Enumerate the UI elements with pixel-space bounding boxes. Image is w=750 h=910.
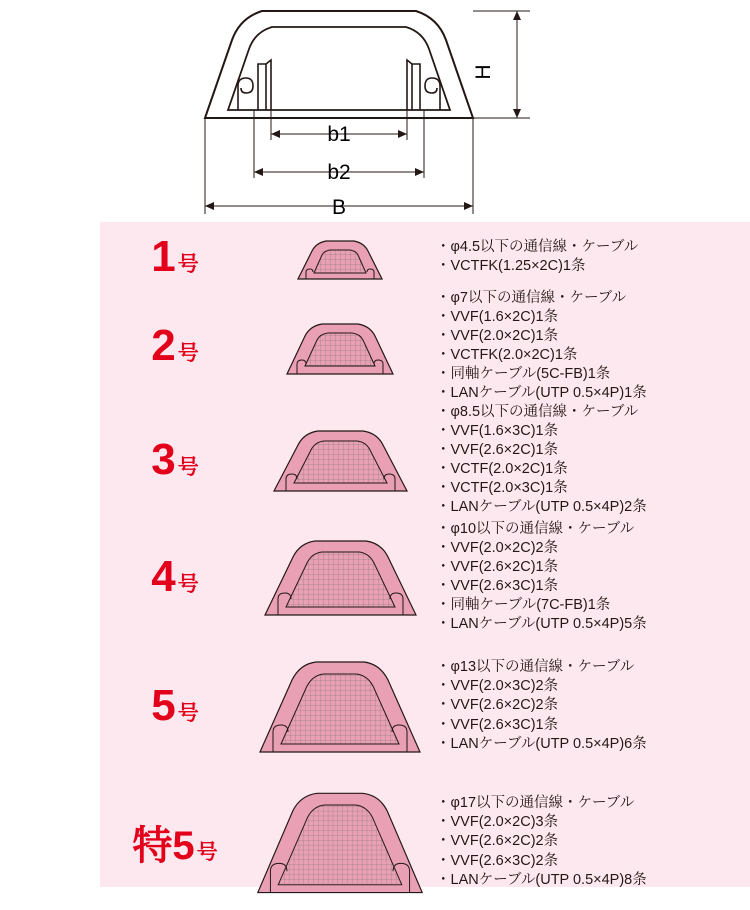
spec-line: ・VVF(1.6×2C)1条	[436, 308, 559, 325]
size-suffix: 号	[177, 702, 199, 725]
spec-list-3	[430, 403, 750, 518]
spec-line: ・VCTFK(1.25×2C)1条	[436, 258, 586, 274]
spec-line: ・LANケーブル(UTP 0.5×4P)5条	[436, 616, 647, 633]
spec-line: ・VVF(2.0×3C)2条	[436, 678, 559, 695]
spec-line: ・VCTF(2.0×3C)1条	[436, 480, 568, 497]
table-row	[100, 642, 750, 770]
duct-profile-4	[250, 529, 430, 625]
spec-list-1	[430, 238, 750, 276]
spec-line: ・VVF(1.6×3C)1条	[436, 422, 559, 439]
size-label-2	[100, 321, 250, 371]
size-number: 5	[151, 681, 176, 730]
spec-line: ・φ8.5以下の通信線・ケーブル	[436, 403, 639, 420]
spec-line: ・VCTFK(2.0×2C)1条	[436, 347, 578, 363]
spec-list-4	[430, 520, 750, 635]
spec-line: ・VVF(2.0×2C)3条	[436, 814, 559, 831]
duct-profile-3	[250, 419, 430, 501]
spec-line: ・VVF(2.6×3C)2条	[436, 852, 559, 869]
size-number: 3	[151, 435, 176, 484]
dimension-label-b1: b1	[327, 123, 351, 146]
spec-line: ・VVF(2.6×2C)1条	[436, 558, 559, 575]
duct-inner-cavity	[228, 27, 450, 110]
table-row	[100, 403, 750, 516]
table-row	[100, 518, 750, 636]
size-suffix: 号	[177, 573, 199, 596]
size-number: 1	[151, 232, 176, 281]
spec-list-2	[430, 289, 750, 404]
size-label-toku5	[100, 814, 250, 871]
size-suffix: 号	[177, 456, 199, 479]
spec-line: ・LANケーブル(UTP 0.5×4P)6条	[436, 735, 647, 752]
spec-line: ・VVF(2.0×2C)1条	[436, 327, 559, 344]
cross-section-drawing	[0, 0, 750, 222]
spec-line: ・φ17以下の通信線・ケーブル	[436, 795, 635, 812]
size-label-3	[100, 435, 250, 485]
spec-line: ・VVF(2.6×2C)1条	[436, 441, 559, 458]
spec-line: ・VVF(2.6×2C)2条	[436, 697, 559, 714]
size-label-1	[100, 232, 250, 282]
spec-line: ・VVF(2.0×2C)2条	[436, 539, 559, 556]
spec-line: ・同軸ケーブル(7C-FB)1条	[436, 597, 611, 614]
duct-profile-toku5	[250, 780, 430, 904]
dimension-label-B: B	[331, 196, 347, 219]
spec-list-5	[430, 658, 750, 754]
table-row	[100, 222, 750, 292]
spec-line: ・同軸ケーブル(5C-FB)1条	[436, 366, 611, 383]
duct-profile-1	[250, 229, 430, 285]
spec-line: ・φ10以下の通信線・ケーブル	[436, 520, 635, 537]
duct-profile-5	[250, 650, 430, 762]
size-number: 特5	[132, 823, 195, 868]
dimension-label-b2: b2	[327, 161, 351, 184]
spec-line: ・LANケーブル(UTP 0.5×4P)1条	[436, 385, 647, 402]
size-table	[100, 222, 750, 887]
size-number: 4	[151, 552, 176, 601]
spec-line: ・VCTF(2.0×2C)1条	[436, 461, 568, 477]
size-label-4	[100, 552, 250, 602]
spec-line: ・LANケーブル(UTP 0.5×4P)2条	[436, 499, 647, 516]
size-suffix: 号	[177, 253, 199, 276]
duct-profile-2	[250, 310, 430, 382]
spec-list-toku5	[430, 794, 750, 890]
spec-line: ・VVF(2.6×2C)2条	[436, 833, 559, 850]
size-suffix: 号	[177, 342, 199, 365]
table-row	[100, 774, 750, 910]
spec-line: ・φ4.5以下の通信線・ケーブル	[436, 238, 639, 255]
spec-line: ・VVF(2.6×3C)1条	[436, 716, 559, 733]
size-label-5	[100, 681, 250, 731]
spec-line: ・LANケーブル(UTP 0.5×4P)8条	[436, 871, 647, 888]
size-suffix: 号	[196, 840, 218, 864]
size-number: 2	[151, 321, 176, 370]
spec-line: ・φ13以下の通信線・ケーブル	[436, 659, 635, 676]
dimension-label-H: H	[472, 64, 495, 80]
spec-line: ・φ7以下の通信線・ケーブル	[436, 289, 627, 306]
spec-line: ・VVF(2.6×3C)1条	[436, 578, 559, 594]
table-row	[100, 289, 750, 402]
